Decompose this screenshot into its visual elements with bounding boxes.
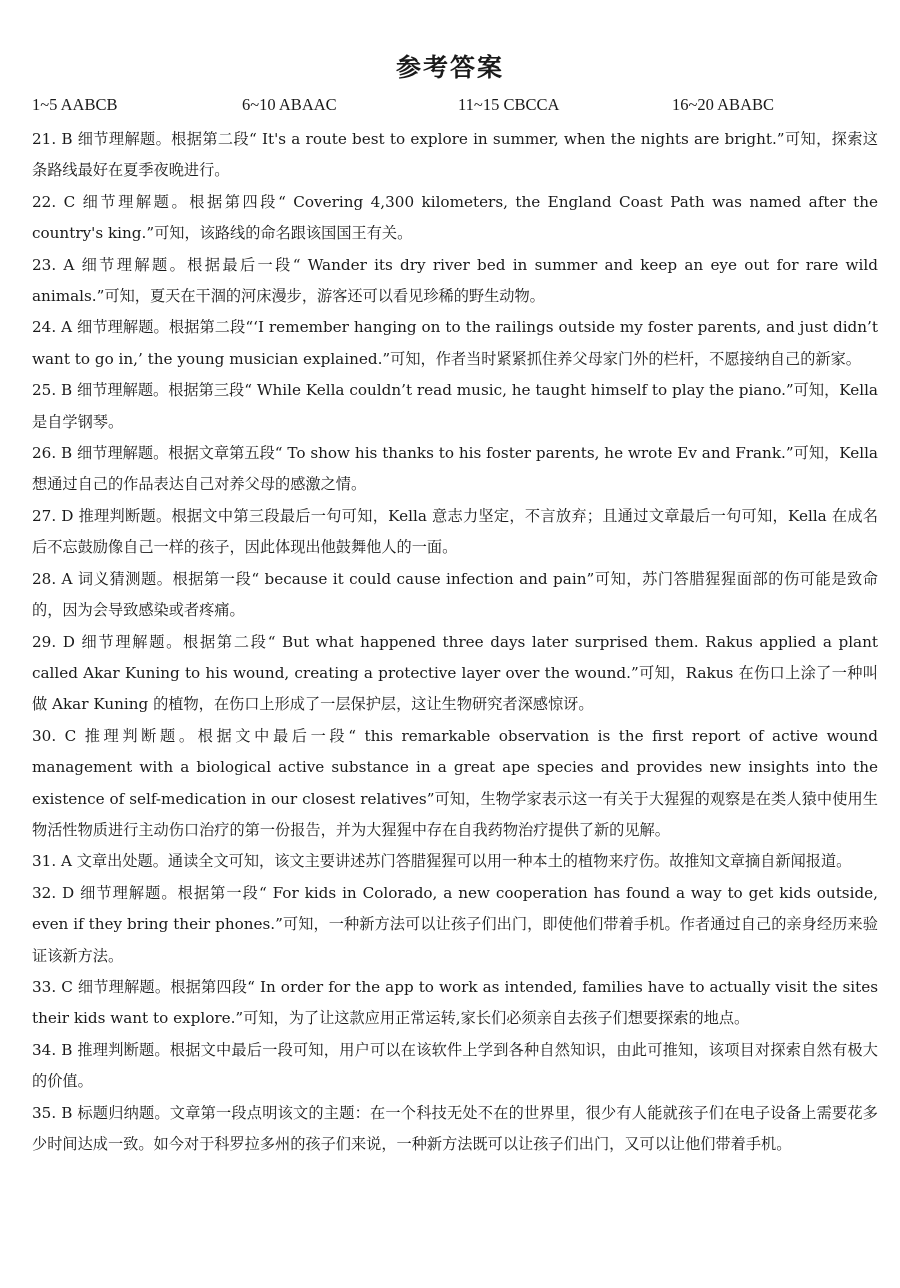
answers-16-20: 16~20 ABABC <box>672 95 774 114</box>
explanation-21: 21. B 细节理解题。根据第二段“ It's a route best to explore in summer, when the nights are bright.”可知，探索这条路线最好在夏季夜晚进行。 <box>32 130 878 180</box>
answers-1-5: 1~5 AABCB <box>32 95 118 114</box>
answers-6-10: 6~10 ABAAC <box>242 95 337 114</box>
explanation-33: 33. C 细节理解题。根据第四段“ In order for the app to work as intended, families have to actually visit the sites their kids want to explore.”可知，为了让这款应用正常运转,家长们必须亲自去孩子们想要探索的地点。 <box>32 977 878 1028</box>
explanation-32: 32. D 细节理解题。根据第一段“ For kids in Colorado, a new cooperation has found a way to get kids outside, even if they bring their phones.”可知，一种新方法可以让孩子们出门，即使他们带着手机。作者通过自己的亲身经历来验证该新方法。 <box>32 883 878 965</box>
multiple-choice-answers <box>32 95 882 119</box>
explanation-24: 24. A 细节理解题。根据第二段“‘I remember hanging on to the railings outside my foster parents, and just didn’t want to go in,’ the young musician explained.”可知，作者当时紧紧抓住养父母家门外的栏杆，不愿接纳自己的新家。 <box>32 318 878 368</box>
explanation-28: 28. A 词义猜测题。根据第一段“ because it could cause infection and pain”可知，苏门答腊猩猩面部的伤可能是致命的，因为会导致感染或者疼痛。 <box>32 569 878 620</box>
explanation-29: 29. D 细节理解题。根据第二段“ But what happened three days later surprised them. Rakus applied a plant called Akar Kuning to his wound, creating a protective layer over the wound.”可知，Rakus 在伤口上涂了一种叫做 Akar Kuning 的植物，在伤口上形成了一层保护层，这让生物研究者深感惊讶。 <box>32 632 878 714</box>
explanation-22: 22. C 细节理解题。根据第四段“ Covering 4,300 kilometers, the England Coast Path was named after the country's king.”可知，该路线的命名跟该国国王有关。 <box>32 192 878 243</box>
explanation-26: 26. B 细节理解题。根据文章第五段“ To show his thanks to his foster parents, he wrote Ev and Frank.”可知，Kella 想通过自己的作品表达自己对养父母的感激之情。 <box>32 444 878 494</box>
explanation-27: 27. D 推理判断题。根据文中第三段最后一句可知，Kella 意志力坚定，不言放弃；且通过文章最后一句可知，Kella 在成名后不忘鼓励像自己一样的孩子，因此体现出他鼓舞他人的一面。 <box>32 506 878 557</box>
explanation-35: 35. B 标题归纳题。文章第一段点明该文的主题：在一个科技无处不在的世界里，很少有人能就孩子们在电子设备上需要花多少时间达成一致。如今对于科罗拉多州的孩子们来说，一种新方法既可以让孩子们出门，又可以让他们带着手机。 <box>32 1103 878 1153</box>
explanation-31: 31. A 文章出处题。通读全文可知，该文主要讲述苏门答腊猩猩可以用一种本土的植物来疗伤。故推知文章摘自新闻报道。 <box>32 852 852 871</box>
explanations-list <box>32 124 878 1160</box>
page-title: 参考答案 <box>395 53 504 82</box>
explanation-23: 23. A 细节理解题。根据最后一段“ Wander its dry river bed in summer and keep an eye out for rare wild animals.”可知，夏天在干涸的河床漫步，游客还可以看见珍稀的野生动物。 <box>32 255 878 306</box>
explanation-25: 25. B 细节理解题。根据第三段“ While Kella couldn’t read music, he taught himself to play the piano.”可知，Kella 是自学钢琴。 <box>32 381 878 431</box>
explanation-30: 30. C 推理判断题。根据文中最后一段“ this remarkable observation is the first report of active wound management with a biological active substance in a great ape species and provides new insights into the existence of self-medication in our closest relatives”可知，生物学家表示这一有关于大猩猩的观察是在类人猿中使用生物活性物质进行主动伤口治疗的第一份报告，并为大猩猩中存在自我药物治疗提供了新的见解。 <box>32 726 878 839</box>
explanation-34: 34. B 推理判断题。根据文中最后一段可知，用户可以在该软件上学到各种自然知识，由此可推知，该项目对探索自然有极大的价值。 <box>32 1040 878 1091</box>
answers-11-15: 11~15 CBCCA <box>458 95 560 114</box>
